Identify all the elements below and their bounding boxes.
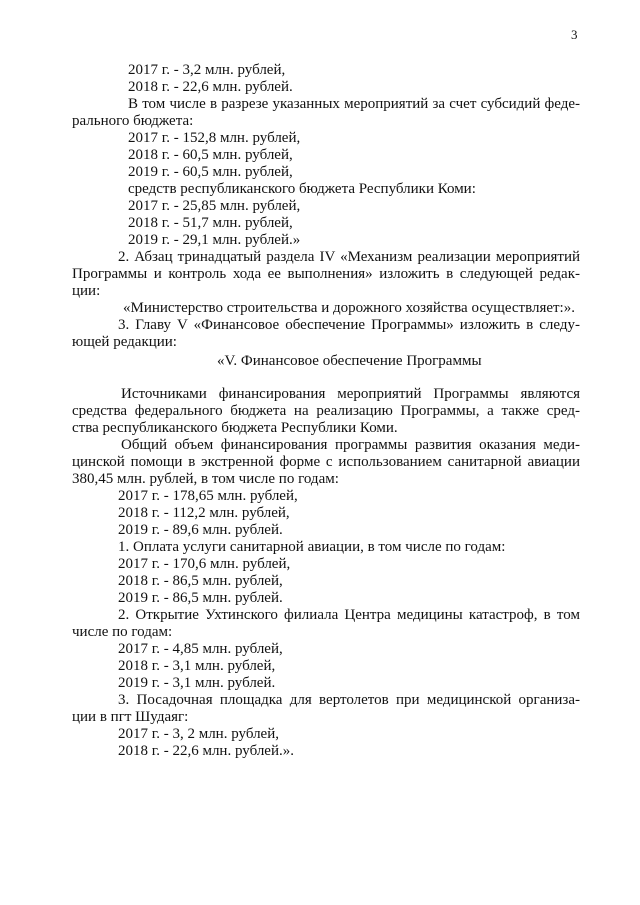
total-funding-2019: 2019 г. - 89,6 млн. рублей. [118, 522, 283, 538]
funding-source-paragraph-line: ства республиканского бюджета Республики Коми. [72, 420, 398, 436]
helipad-2017: 2017 г. - 3, 2 млн. рублей, [118, 726, 279, 742]
federal-budget-2019: 2019 г. - 60,5 млн. рублей, [128, 164, 293, 180]
document-body [72, 62, 580, 760]
amendment-paragraph-line: 2. Абзац тринадцатый раздела IV «Механизм реализации мероприятий [118, 249, 580, 265]
helipad-2018: 2018 г. - 22,6 млн. рублей.». [118, 743, 294, 759]
budget-line-2017: 2017 г. - 3,2 млн. рублей, [128, 62, 286, 78]
republican-budget-2019: 2019 г. - 29,1 млн. рублей.» [128, 232, 301, 248]
helipad-paragraph-line: 3. Посадочная площадка для вертолетов при медицинской организа- [118, 692, 580, 708]
total-funding-2018: 2018 г. - 112,2 млн. рублей, [118, 505, 290, 521]
total-funding-paragraph-line: цинской помощи в экстренной форме с использованием санитарной авиации [72, 454, 580, 470]
chapter-v-paragraph-line: ющей редакции: [72, 334, 177, 350]
subsidy-paragraph-line: В том числе в разрезе указанных мероприятий за счет субсидий феде- [128, 96, 580, 112]
total-funding-2017: 2017 г. - 178,65 млн. рублей, [118, 488, 298, 504]
funding-source-paragraph-line: Источниками финансирования мероприятий Программы являются [121, 386, 580, 402]
budget-line-2018: 2018 г. - 22,6 млн. рублей. [128, 79, 293, 95]
quoted-ministry-line: «Министерство строительства и дорожного хозяйства осуществляет:». [123, 300, 575, 316]
page-number: 3 [571, 27, 578, 42]
federal-budget-2017: 2017 г. - 152,8 млн. рублей, [128, 130, 301, 146]
ukhta-branch-paragraph-line: числе по годам: [72, 624, 173, 640]
ukhta-branch-2018: 2018 г. - 3,1 млн. рублей, [118, 658, 276, 674]
helipad-paragraph-line: ции в пгт Шудаяг: [72, 709, 189, 725]
total-funding-paragraph-line: 380,45 млн. рублей, в том числе по годам: [72, 471, 339, 487]
amendment-paragraph-line: Программы и контроль хода ее выполнения» изложить в следующей редак- [72, 266, 580, 282]
amendment-paragraph-line: ции: [72, 283, 101, 299]
air-ambulance-2017: 2017 г. - 170,6 млн. рублей, [118, 556, 291, 572]
republican-budget-2017: 2017 г. - 25,85 млн. рублей, [128, 198, 301, 214]
air-ambulance-2018: 2018 г. - 86,5 млн. рублей, [118, 573, 283, 589]
republican-budget-2018: 2018 г. - 51,7 млн. рублей, [128, 215, 293, 231]
air-ambulance-heading: 1. Оплата услуги санитарной авиации, в том числе по годам: [118, 539, 506, 555]
ukhta-branch-paragraph-line: 2. Открытие Ухтинского филиала Центра медицины катастроф, в том [118, 607, 580, 623]
total-funding-paragraph-line: Общий объем финансирования программы развития оказания меди- [121, 437, 580, 453]
subsidy-paragraph-line: рального бюджета: [72, 113, 194, 129]
federal-budget-2018: 2018 г. - 60,5 млн. рублей, [128, 147, 293, 163]
section-heading: «V. Финансовое обеспечение Программы [217, 353, 482, 369]
ukhta-branch-2019: 2019 г. - 3,1 млн. рублей. [118, 675, 276, 691]
funding-source-paragraph-line: средства федерального бюджета на реализацию Программы, а также сред- [72, 403, 580, 419]
ukhta-branch-2017: 2017 г. - 4,85 млн. рублей, [118, 641, 283, 657]
chapter-v-paragraph-line: 3. Главу V «Финансовое обеспечение Программы» изложить в следу- [118, 317, 580, 333]
air-ambulance-2019: 2019 г. - 86,5 млн. рублей. [118, 590, 283, 606]
republican-budget-heading: средств республиканского бюджета Республики Коми: [128, 181, 476, 197]
